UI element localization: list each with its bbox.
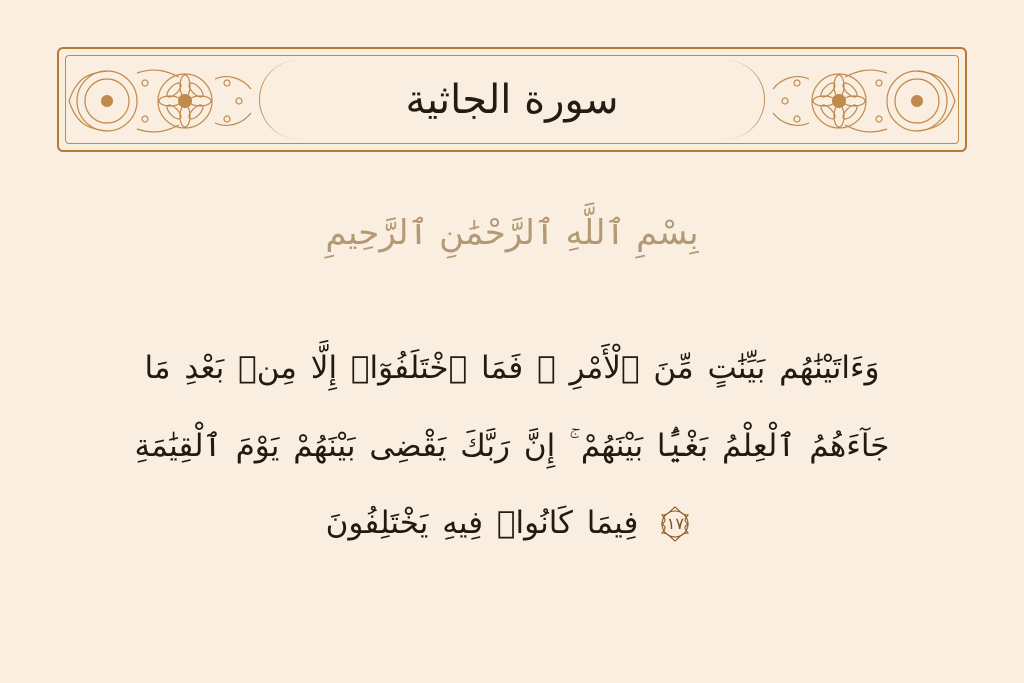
surah-title: سورة الجاثية [405, 76, 619, 123]
surah-header-frame [57, 47, 967, 152]
ayah-number-marker [652, 501, 698, 547]
ayah-text-block [60, 330, 964, 563]
ayah-line-2: جَآءَهُمُ ٱلْعِلْمُ بَغْيًۢا بَيْنَهُمْ ۚ إِنَّ رَبَّكَ يَقْضِى بَيْنَهُمْ يَوْمَ ٱلْقِيَٰمَةِ [134, 427, 890, 464]
basmala-text: بِسْمِ ٱللَّهِ ٱلرَّحْمَٰنِ ٱلرَّحِيمِ [325, 213, 699, 253]
ayah-number: ١٧ [666, 513, 684, 533]
ayah-line-1: وَءَاتَيْنَٰهُم بَيِّنَٰتٍ مِّنَ ٱلْأَمْرِ ۖ فَمَا ٱخْتَلَفُوٓا۟ إِلَّا مِنۢ بَعْدِ مَا [144, 350, 880, 386]
ayah-line-3-row [60, 485, 964, 563]
ayah-line-3: فِيمَا كَانُوا۟ فِيهِ يَخْتَلِفُونَ [325, 505, 639, 541]
